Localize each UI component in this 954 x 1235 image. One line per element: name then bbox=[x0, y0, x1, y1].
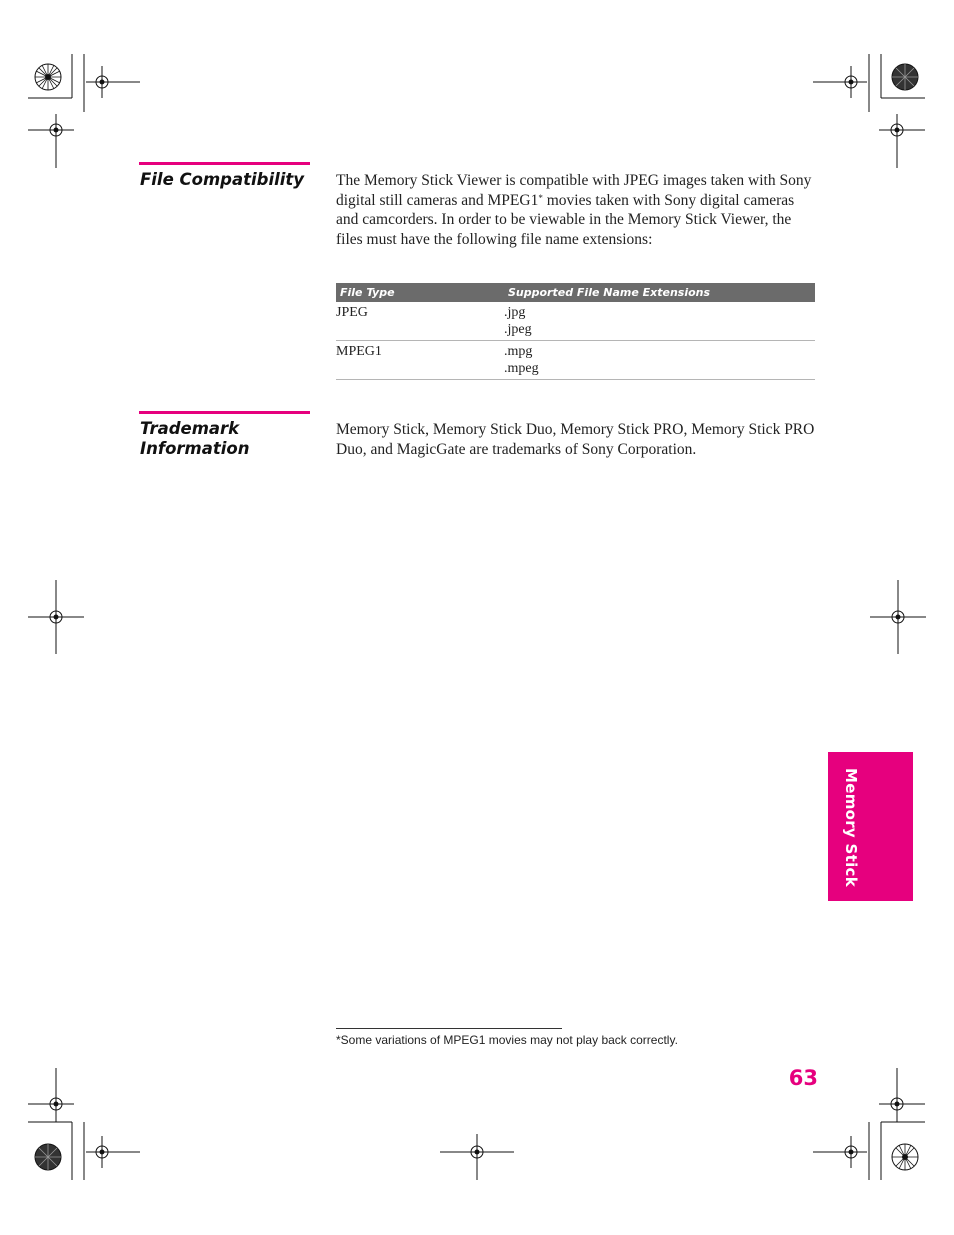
header-file-type: File Type bbox=[340, 286, 395, 299]
row-file-type: JPEG bbox=[336, 305, 368, 320]
file-compat-body bbox=[336, 171, 816, 249]
row-file-type: MPEG1 bbox=[336, 344, 382, 359]
crop-mark-mid-left bbox=[26, 580, 86, 656]
extension: .mpeg bbox=[504, 361, 539, 376]
trademark-heading-line1: Trademark bbox=[140, 419, 240, 438]
trademark-body: Memory Stick, Memory Stick Duo, Memory Stick PRO, Memory Stick PRO Duo, and MagicGate are trademarks of Sony Corporation. bbox=[336, 421, 815, 458]
file-compat-body-part2: movies taken with Sony digital cameras and camcorders. In order to be viewable in the Memory Stick Viewer, the files must have the following file name extensions: bbox=[336, 191, 795, 248]
crop-marks-top-right bbox=[813, 52, 928, 170]
trademark-heading-line2: Information bbox=[140, 439, 250, 458]
crop-marks-bottom-left bbox=[26, 1066, 141, 1184]
table-row bbox=[336, 341, 815, 380]
crop-marks-top-left bbox=[26, 52, 141, 170]
table-header bbox=[336, 283, 815, 302]
extension: .jpeg bbox=[504, 322, 532, 337]
extension: .jpg bbox=[504, 305, 526, 320]
extension: .mpg bbox=[504, 344, 533, 359]
table-row bbox=[336, 302, 815, 341]
footnote: *Some variations of MPEG1 movies may not play back correctly. bbox=[336, 1033, 678, 1047]
file-compat-heading: File Compatibility bbox=[140, 170, 305, 189]
extensions-table bbox=[336, 283, 815, 380]
row-extensions bbox=[504, 343, 539, 377]
crop-mark-bottom-center bbox=[440, 1134, 516, 1182]
page-number: 63 bbox=[788, 1066, 818, 1090]
crop-marks-bottom-right bbox=[813, 1066, 928, 1184]
footnote-mark: * bbox=[538, 192, 543, 203]
header-extensions: Supported File Name Extensions bbox=[508, 286, 711, 299]
trademark-rule bbox=[139, 411, 310, 414]
file-compat-rule bbox=[139, 162, 310, 165]
file-compat-body-part1: The Memory Stick Viewer is compatible with JPEG images taken with Sony digital still cameras and MPEG1 bbox=[336, 172, 812, 209]
side-tab-label: Memory Stick bbox=[842, 768, 860, 888]
footnote-rule bbox=[336, 1028, 562, 1029]
trademark-heading bbox=[140, 419, 250, 459]
row-extensions bbox=[504, 304, 532, 338]
crop-mark-mid-right bbox=[868, 580, 928, 656]
